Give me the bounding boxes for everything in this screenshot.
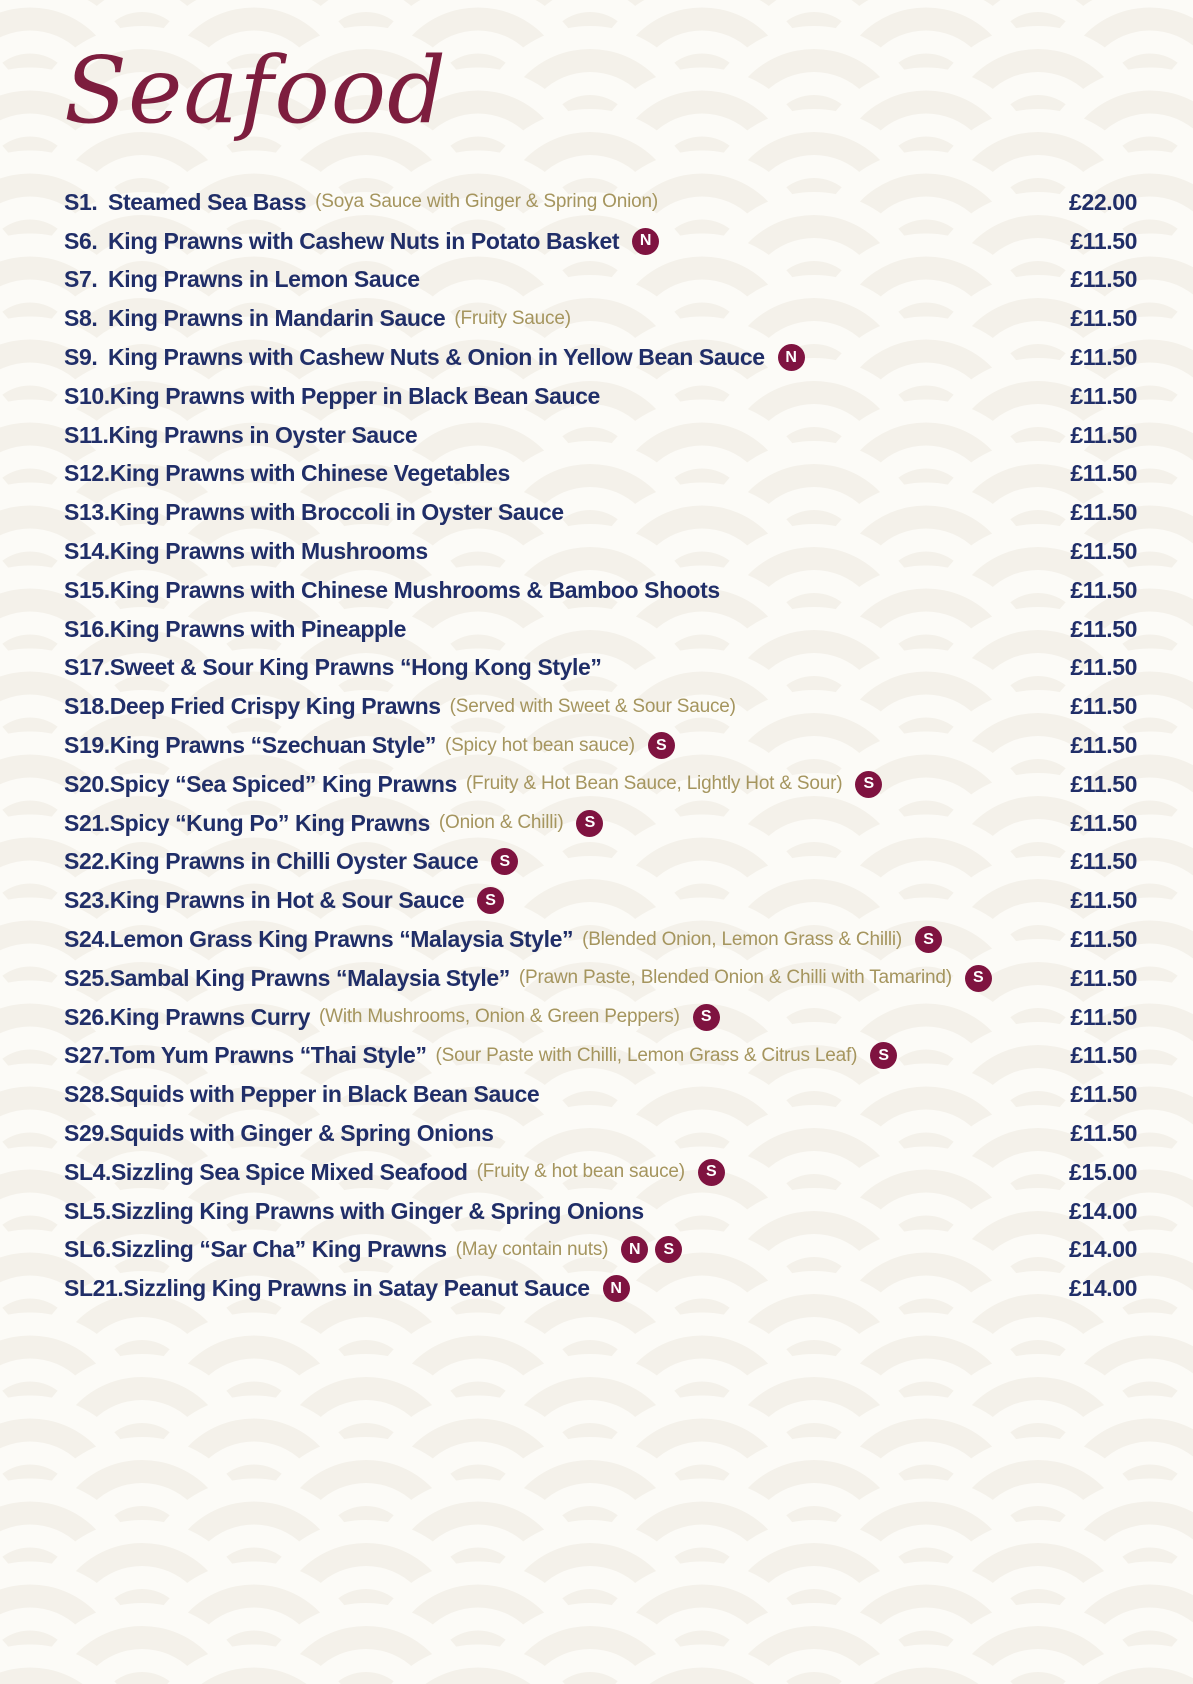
- spicy-badge: S: [870, 1042, 897, 1069]
- item-price: £14.00: [1069, 1275, 1137, 1302]
- item-code: S16.: [64, 615, 110, 642]
- item-name: King Prawns in Chilli Oyster Sauce: [109, 848, 479, 875]
- item-name: King Prawns in Hot & Sour Sauce: [109, 887, 465, 914]
- item-price: £11.50: [1070, 305, 1137, 332]
- item-name: Sambal King Prawns “Malaysia Style”: [109, 964, 510, 991]
- menu-item-row: [64, 687, 1137, 726]
- menu-item-row: [64, 1192, 1137, 1231]
- item-name: King Prawns “Szechuan Style”: [109, 732, 436, 759]
- item-name: King Prawns with Chinese Mushrooms & Bamboo Shoots: [109, 576, 720, 603]
- menu-item-row: [64, 1114, 1137, 1153]
- item-badges: [621, 1236, 682, 1263]
- item-name: Tom Yum Prawns “Thai Style”: [109, 1042, 427, 1069]
- item-price: £11.50: [1070, 964, 1137, 991]
- menu-list: [64, 183, 1137, 1308]
- menu-item-row: [64, 261, 1137, 300]
- item-description: (Fruity Sauce): [454, 307, 571, 329]
- nuts-badge: N: [603, 1275, 630, 1302]
- menu-item-row: [64, 416, 1137, 455]
- item-name: Sizzling King Prawns in Satay Peanut Sauce: [123, 1275, 590, 1302]
- item-name: Spicy “Kung Po” King Prawns: [109, 809, 430, 836]
- item-description: (Prawn Paste, Blended Onion & Chilli with Tamarind): [518, 967, 952, 989]
- item-code: S23.: [64, 887, 110, 914]
- item-price: £11.50: [1070, 1120, 1137, 1147]
- item-name: King Prawns in Oyster Sauce: [108, 421, 418, 448]
- menu-item-row: [64, 765, 1137, 804]
- item-price: £11.50: [1070, 1081, 1137, 1108]
- item-description: (Spicy hot bean sauce): [444, 734, 635, 756]
- menu-item-row: [64, 843, 1137, 882]
- menu-item-row: [64, 1269, 1137, 1308]
- item-description: (Onion & Chilli): [438, 812, 564, 834]
- item-code: SL21.: [64, 1275, 124, 1302]
- item-code: S10.: [64, 382, 110, 409]
- item-code: S18.: [64, 693, 110, 720]
- item-price: £11.50: [1070, 538, 1137, 565]
- item-name: King Prawns with Cashew Nuts in Potato Basket: [108, 227, 620, 254]
- item-name: Sweet & Sour King Prawns “Hong Kong Style”: [109, 654, 602, 681]
- item-price: £22.00: [1069, 188, 1137, 215]
- item-name: Lemon Grass King Prawns “Malaysia Style”: [109, 926, 574, 953]
- spicy-badge: S: [491, 848, 518, 875]
- item-price: £11.50: [1070, 770, 1137, 797]
- menu-item-row: [64, 804, 1137, 843]
- item-price: £11.50: [1070, 887, 1137, 914]
- item-price: £11.50: [1070, 421, 1137, 448]
- spicy-badge: S: [915, 926, 942, 953]
- menu-item-row: [64, 1037, 1137, 1076]
- item-name: King Prawns with Pineapple: [109, 615, 407, 642]
- item-code: S25.: [64, 964, 110, 991]
- nuts-badge: N: [778, 344, 805, 371]
- item-description: (May contain nuts): [455, 1238, 609, 1260]
- item-code: SL5.: [64, 1197, 111, 1224]
- nuts-badge: N: [621, 1236, 648, 1263]
- item-name: Sizzling “Sar Cha” King Prawns: [110, 1236, 447, 1263]
- item-price: £11.50: [1070, 382, 1137, 409]
- menu-item-row: [64, 222, 1137, 261]
- item-description: (With Mushrooms, Onion & Green Peppers): [318, 1006, 680, 1028]
- menu-item-row: [64, 493, 1137, 532]
- item-code: S22.: [64, 848, 110, 875]
- menu-item-row: [64, 881, 1137, 920]
- item-badges: [855, 771, 882, 798]
- item-price: £11.50: [1070, 266, 1137, 293]
- spicy-badge: S: [693, 1004, 720, 1031]
- item-code: S13.: [64, 499, 110, 526]
- item-price: £11.50: [1070, 848, 1137, 875]
- item-code: S24.: [64, 926, 110, 953]
- menu-item-row: [64, 610, 1137, 649]
- item-price: £11.50: [1070, 344, 1137, 371]
- item-badges: [915, 926, 942, 953]
- item-price: £11.50: [1070, 460, 1137, 487]
- item-badges: [576, 810, 603, 837]
- item-price: £14.00: [1069, 1197, 1137, 1224]
- item-description: (Fruity & hot bean sauce): [476, 1161, 685, 1183]
- item-badges: [698, 1159, 725, 1186]
- item-code: S11.: [64, 421, 109, 448]
- spicy-badge: S: [698, 1159, 725, 1186]
- item-badges: [648, 732, 675, 759]
- item-code: S12.: [64, 460, 110, 487]
- menu-item-row: [64, 299, 1137, 338]
- item-name: King Prawns with Broccoli in Oyster Sauce: [109, 499, 564, 526]
- item-description: (Sour Paste with Chilli, Lemon Grass & Citrus Leaf): [435, 1044, 858, 1066]
- item-code: S8.: [64, 305, 98, 332]
- item-price: £11.50: [1070, 809, 1137, 836]
- item-code: S29.: [64, 1120, 110, 1147]
- spicy-badge: S: [655, 1236, 682, 1263]
- item-price: £11.50: [1070, 1003, 1137, 1030]
- item-code: S14.: [64, 538, 110, 565]
- spicy-badge: S: [576, 810, 603, 837]
- item-badges: [965, 965, 992, 992]
- menu-item-row: [64, 1075, 1137, 1114]
- item-badges: [778, 344, 805, 371]
- item-code: S26.: [64, 1003, 110, 1030]
- item-name: Spicy “Sea Spiced” King Prawns: [109, 770, 457, 797]
- item-price: £11.50: [1070, 615, 1137, 642]
- item-badges: [870, 1042, 897, 1069]
- menu-item-row: [64, 920, 1137, 959]
- item-name: Deep Fried Crispy King Prawns: [109, 693, 441, 720]
- item-code: S6.: [64, 227, 98, 254]
- menu-item-row: [64, 726, 1137, 765]
- item-badges: [477, 887, 504, 914]
- item-name: King Prawns in Mandarin Sauce: [108, 305, 446, 332]
- item-code: S15.: [64, 576, 110, 603]
- item-code: S17.: [64, 654, 110, 681]
- item-code: S1.: [64, 188, 98, 215]
- item-code: S20.: [64, 770, 110, 797]
- item-price: £14.00: [1069, 1236, 1137, 1263]
- item-price: £11.50: [1070, 576, 1137, 603]
- item-name: King Prawns in Lemon Sauce: [108, 266, 420, 293]
- spicy-badge: S: [648, 732, 675, 759]
- item-price: £11.50: [1070, 654, 1137, 681]
- item-price: £11.50: [1070, 499, 1137, 526]
- item-price: £11.50: [1070, 227, 1137, 254]
- item-badges: [603, 1275, 630, 1302]
- item-name: King Prawns Curry: [109, 1003, 310, 1030]
- item-code: S21.: [64, 809, 110, 836]
- item-name: Sizzling King Prawns with Ginger & Spring Onions: [110, 1197, 644, 1224]
- item-price: £11.50: [1070, 926, 1137, 953]
- menu-item-row: [64, 571, 1137, 610]
- item-code: S9.: [64, 344, 98, 371]
- page-title: Seafood: [64, 37, 448, 144]
- item-description: (Served with Sweet & Sour Sauce): [449, 695, 736, 717]
- item-name: Steamed Sea Bass: [108, 188, 307, 215]
- menu-item-row: [64, 532, 1137, 571]
- menu-item-row: [64, 1231, 1137, 1270]
- menu-item-row: [64, 338, 1137, 377]
- spicy-badge: S: [477, 887, 504, 914]
- item-name: Squids with Ginger & Spring Onions: [109, 1120, 494, 1147]
- item-description: (Soya Sauce with Ginger & Spring Onion): [315, 191, 658, 213]
- item-price: £11.50: [1070, 732, 1137, 759]
- item-price: £15.00: [1069, 1158, 1137, 1185]
- item-badges: [632, 228, 659, 255]
- menu-item-row: [64, 455, 1137, 494]
- spicy-badge: S: [965, 965, 992, 992]
- item-name: King Prawns with Chinese Vegetables: [109, 460, 510, 487]
- item-code: S27.: [64, 1042, 110, 1069]
- item-name: King Prawns with Cashew Nuts & Onion in Yellow Bean Sauce: [108, 344, 765, 371]
- item-description: (Blended Onion, Lemon Grass & Chilli): [582, 928, 903, 950]
- item-name: Sizzling Sea Spice Mixed Seafood: [110, 1158, 468, 1185]
- menu-item-row: [64, 998, 1137, 1037]
- item-badges: [693, 1004, 720, 1031]
- spicy-badge: S: [855, 771, 882, 798]
- item-price: £11.50: [1070, 1042, 1137, 1069]
- item-code: SL6.: [64, 1236, 111, 1263]
- nuts-badge: N: [632, 228, 659, 255]
- item-name: Squids with Pepper in Black Bean Sauce: [109, 1081, 540, 1108]
- item-badges: [491, 848, 518, 875]
- item-code: S19.: [64, 732, 110, 759]
- menu-item-row: [64, 1153, 1137, 1192]
- item-code: S28.: [64, 1081, 110, 1108]
- menu-item-row: [64, 377, 1137, 416]
- menu-item-row: [64, 959, 1137, 998]
- item-name: King Prawns with Mushrooms: [109, 538, 428, 565]
- menu-item-row: [64, 649, 1137, 688]
- item-code: SL4.: [64, 1158, 111, 1185]
- item-code: S7.: [64, 266, 98, 293]
- item-description: (Fruity & Hot Bean Sauce, Lightly Hot & Sour): [465, 773, 843, 795]
- item-name: King Prawns with Pepper in Black Bean Sauce: [109, 382, 600, 409]
- menu-item-row: [64, 183, 1137, 222]
- item-price: £11.50: [1070, 693, 1137, 720]
